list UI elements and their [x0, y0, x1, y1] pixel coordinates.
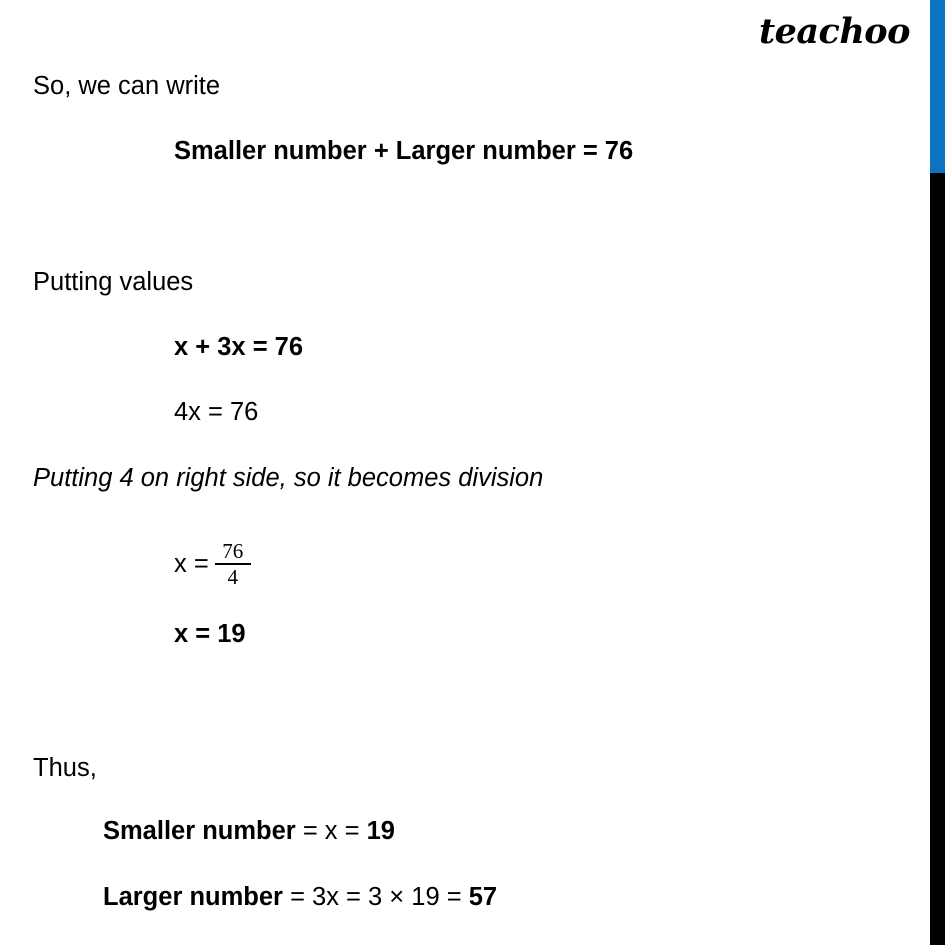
equation-step-3: x = 19: [174, 620, 246, 648]
larger-number-value: 57: [468, 883, 498, 911]
fraction-lhs: x =: [174, 549, 209, 578]
fraction-denominator: 4: [227, 565, 238, 590]
teachoo-logo: teachoo: [758, 11, 910, 52]
fraction: [215, 540, 251, 588]
equation-step-1: x + 3x = 76: [174, 333, 304, 361]
intro-text: So, we can write: [33, 72, 221, 100]
fraction-numerator: 76: [222, 539, 244, 563]
right-edge-blue-bar: [930, 0, 945, 173]
smaller-number-result: [103, 817, 395, 846]
smaller-number-value: 19: [366, 817, 395, 845]
right-edge-black-bar: [930, 173, 945, 945]
division-note: Putting 4 on right side, so it becomes division: [33, 464, 544, 492]
larger-number-middle: = 3x = 3 × 19 =: [290, 883, 462, 911]
smaller-number-middle: = x =: [302, 817, 360, 845]
putting-values-text: Putting values: [33, 268, 194, 296]
word-equation: Smaller number + Larger number = 76: [174, 137, 634, 165]
smaller-number-label: Smaller number: [103, 817, 296, 845]
equation-step-2: 4x = 76: [174, 398, 259, 426]
larger-number-label: Larger number: [103, 883, 283, 911]
thus-text: Thus,: [33, 754, 97, 782]
larger-number-result: [103, 883, 497, 912]
fraction-equation: [174, 540, 251, 588]
